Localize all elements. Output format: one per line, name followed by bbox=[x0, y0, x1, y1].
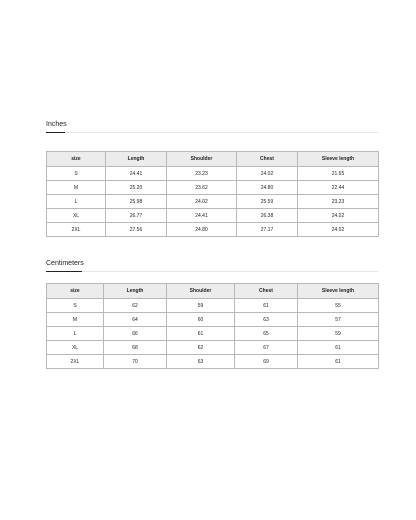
cell-length: 66 bbox=[104, 327, 167, 341]
column-header-size: size bbox=[47, 284, 104, 299]
column-header-length: Length bbox=[104, 284, 167, 299]
column-header-shoulder: Shoulder bbox=[167, 152, 237, 167]
table-row bbox=[47, 167, 379, 181]
column-header-chest: Chest bbox=[235, 284, 298, 299]
cell-length: 24.41 bbox=[106, 167, 167, 181]
cell-sleeve-length: 55 bbox=[298, 299, 379, 313]
title-underline bbox=[46, 271, 82, 272]
cell-chest: 67 bbox=[235, 341, 298, 355]
column-header-chest: Chest bbox=[237, 152, 298, 167]
cell-sleeve-length: 24.02 bbox=[298, 223, 379, 237]
column-header-sleeve-length: Sleeve length bbox=[298, 152, 379, 167]
table-row bbox=[47, 341, 379, 355]
title-underline bbox=[46, 132, 65, 133]
cell-shoulder: 24.41 bbox=[167, 209, 237, 223]
cell-size: 2XL bbox=[47, 355, 104, 369]
cell-size: M bbox=[47, 181, 106, 195]
table-header-row bbox=[47, 152, 379, 167]
cell-length: 70 bbox=[104, 355, 167, 369]
table-row bbox=[47, 327, 379, 341]
column-header-size: size bbox=[47, 152, 106, 167]
cell-size: 2XL bbox=[47, 223, 106, 237]
centimeters-section bbox=[46, 259, 378, 369]
title-divider bbox=[46, 271, 378, 272]
cell-sleeve-length: 24.02 bbox=[298, 209, 379, 223]
cell-chest: 26.38 bbox=[237, 209, 298, 223]
cell-shoulder: 24.80 bbox=[167, 223, 237, 237]
table-row bbox=[47, 355, 379, 369]
cell-size: L bbox=[47, 327, 104, 341]
cell-shoulder: 60 bbox=[167, 313, 235, 327]
cell-size: M bbox=[47, 313, 104, 327]
cell-shoulder: 59 bbox=[167, 299, 235, 313]
cell-chest: 25.59 bbox=[237, 195, 298, 209]
cell-shoulder: 24.02 bbox=[167, 195, 237, 209]
cell-size: XL bbox=[47, 209, 106, 223]
cell-size: S bbox=[47, 299, 104, 313]
table-row bbox=[47, 299, 379, 313]
table-row bbox=[47, 195, 379, 209]
cell-chest: 69 bbox=[235, 355, 298, 369]
title-divider bbox=[46, 132, 378, 133]
cell-length: 25.20 bbox=[106, 181, 167, 195]
cell-sleeve-length: 61 bbox=[298, 341, 379, 355]
column-header-shoulder: Shoulder bbox=[167, 284, 235, 299]
section-title-centimeters: Centimeters bbox=[46, 260, 84, 267]
table-header-row bbox=[47, 284, 379, 299]
cell-chest: 24.80 bbox=[237, 181, 298, 195]
table-row bbox=[47, 209, 379, 223]
cell-sleeve-length: 57 bbox=[298, 313, 379, 327]
table-row bbox=[47, 223, 379, 237]
cell-chest: 24.02 bbox=[237, 167, 298, 181]
table-row bbox=[47, 313, 379, 327]
cell-size: XL bbox=[47, 341, 104, 355]
cell-length: 27.56 bbox=[106, 223, 167, 237]
cell-chest: 27.17 bbox=[237, 223, 298, 237]
column-header-length: Length bbox=[106, 152, 167, 167]
cell-sleeve-length: 22.44 bbox=[298, 181, 379, 195]
cell-shoulder: 61 bbox=[167, 327, 235, 341]
cell-length: 62 bbox=[104, 299, 167, 313]
cell-chest: 61 bbox=[235, 299, 298, 313]
cell-shoulder: 23.62 bbox=[167, 181, 237, 195]
column-header-sleeve-length: Sleeve length bbox=[298, 284, 379, 299]
table-row bbox=[47, 181, 379, 195]
centimeters-size-table bbox=[46, 283, 379, 369]
cell-chest: 65 bbox=[235, 327, 298, 341]
cell-length: 25.98 bbox=[106, 195, 167, 209]
cell-shoulder: 62 bbox=[167, 341, 235, 355]
cell-sleeve-length: 23.23 bbox=[298, 195, 379, 209]
cell-sleeve-length: 59 bbox=[298, 327, 379, 341]
cell-shoulder: 63 bbox=[167, 355, 235, 369]
cell-shoulder: 23.23 bbox=[167, 167, 237, 181]
cell-size: L bbox=[47, 195, 106, 209]
cell-sleeve-length: 61 bbox=[298, 355, 379, 369]
cell-length: 68 bbox=[104, 341, 167, 355]
cell-size: S bbox=[47, 167, 106, 181]
cell-length: 64 bbox=[104, 313, 167, 327]
cell-sleeve-length: 21.65 bbox=[298, 167, 379, 181]
inches-size-table bbox=[46, 151, 379, 237]
section-title-inches: Inches bbox=[46, 121, 67, 128]
inches-section bbox=[46, 120, 378, 237]
cell-chest: 63 bbox=[235, 313, 298, 327]
cell-length: 26.77 bbox=[106, 209, 167, 223]
